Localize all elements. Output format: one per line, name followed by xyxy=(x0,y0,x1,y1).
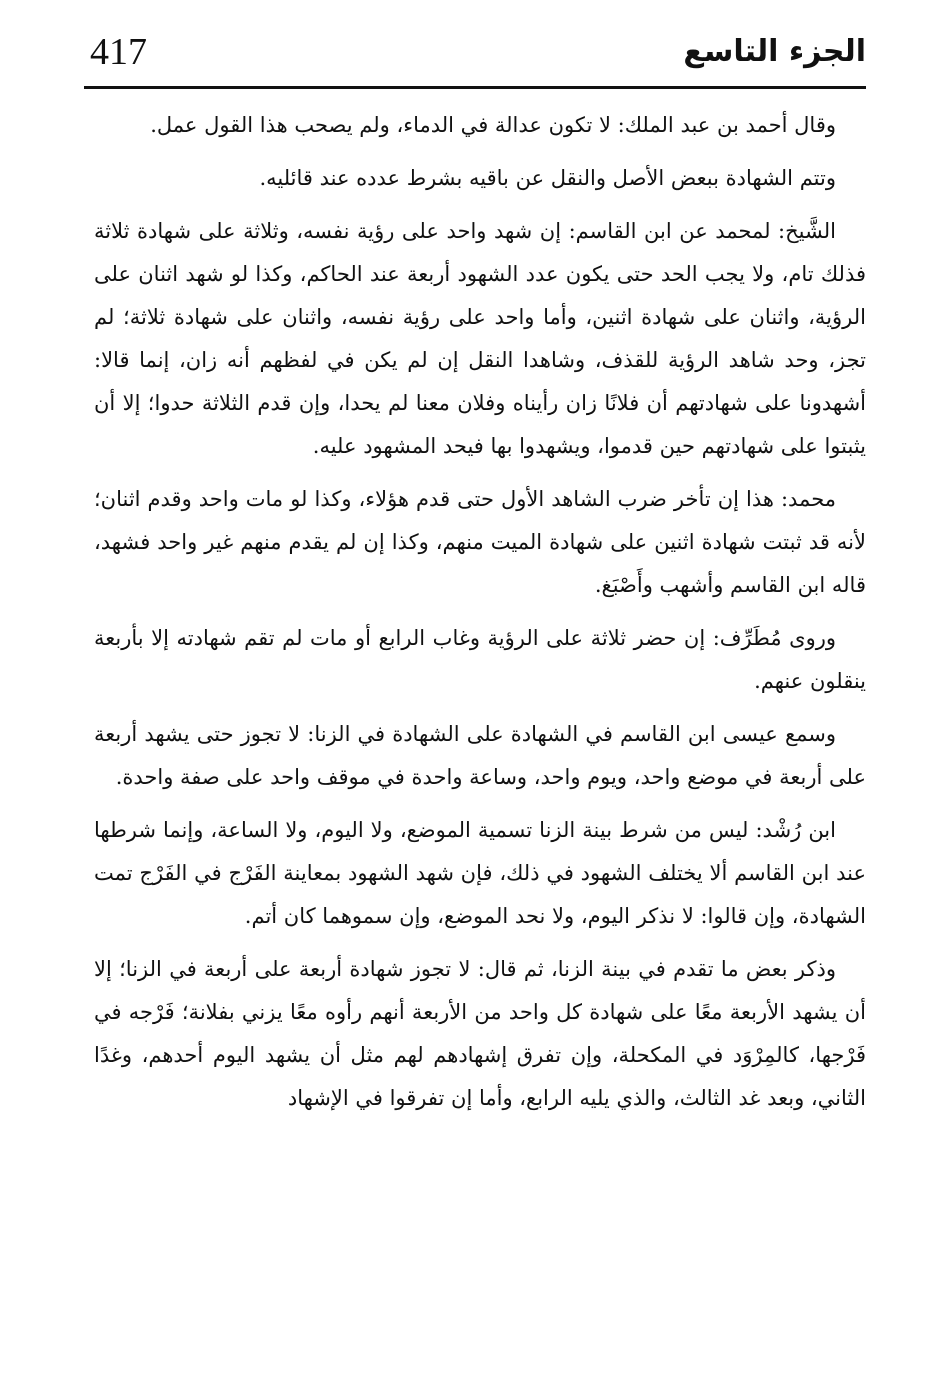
paragraph-testimony-transfer: وتتم الشهادة ببعض الأصل والنقل عن باقيه بشرط عدده عند قائليه. xyxy=(259,166,836,190)
paragraph-zina-testimony: وذكر بعض ما تقدم في بينة الزنا، ثم قال: لا تجوز شهادة أربعة على أربعة في الزنا؛ إلا أن يشهد الأربعة معًا على شهادة كل واحد من الأربعة أنهم رأوه معًا يزني بفلانة؛ فَرْجه في فَرْجها، كالمِرْوَد في المكحلة، وإن تفرق إشهادهم لهم مثل أن يشهد اليوم أحدهم، وغدًا الثاني، وبعد غد الثالث، والذي يليه الرابع، وأما إن تفرقوا في الإشهاد xyxy=(94,957,866,1110)
paragraph-muhammad-comment: محمد: هذا إن تأخر ضرب الشاهد الأول حتى قدم هؤلاء، وكذا لو مات واحد وقدم اثنان؛ لأنه قد ثبتت شهادة اثنين على شهادة الميت منهم، وكذا إن لم يقدم منهم غير واحد فشهد، قاله ابن القاسم وأشهب وأَصْبَغ. xyxy=(94,487,866,597)
header-divider xyxy=(84,86,866,89)
page-number: 417 xyxy=(90,31,147,73)
page-body xyxy=(94,104,866,1130)
page-header xyxy=(84,28,866,84)
paragraph-ahmad-statement: وقال أحمد بن عبد الملك: لا تكون عدالة في الدماء، ولم يصحب هذا القول عمل. xyxy=(150,113,836,137)
paragraph-ibn-rushd: ابن رُشْد: ليس من شرط بينة الزنا تسمية الموضع، ولا اليوم، ولا الساعة، وإنما شرطها عند ابن القاسم ألا يختلف الشهود في ذلك، فإن شهد الشهود بمعاينة الفَرْج في الفَرْج تمت الشهادة، وإن قالوا: لا نذكر اليوم، ولا نحد الموضع، وإن سموهما كان أتم. xyxy=(94,818,866,928)
paragraph-isa-ibn-qasim: وسمع عيسى ابن القاسم في الشهادة على الشهادة في الزنا: لا تجوز حتى يشهد أربعة على أربعة في موضع واحد، ويوم واحد، وساعة واحدة في موقف واحد على صفة واحدة. xyxy=(94,722,866,789)
running-title: الجزء التاسع xyxy=(683,34,866,69)
paragraph-shaykh-ruling: الشَّيخ: لمحمد عن ابن القاسم: إن شهد واحد على رؤية نفسه، وثلاثة على شهادة ثلاثة فذلك تام، ولا يجب الحد حتى يكون عدد الشهود أربعة عند الحاكم، وكذا لو شهد اثنان على الرؤية، واثنان على شهادة اثنين، وأما واحد على رؤية نفسه، واثنان على شهادة ثلاثة؛ لم تجز، وحد شاهد الرؤية للقذف، وشاهدا النقل إن لم يكن في لفظهم أنه زان، إنما قالا: أشهدونا على شهادتهم أن فلانًا زان رأيناه وفلان معنا لم يحدا، وإن قدم الثلاثة حدوا؛ إلا أن يثبتوا على شهادتهم حين قدموا، ويشهدوا بها فيحد المشهود عليه. xyxy=(94,219,866,458)
paragraph-mutarrif-report: وروى مُطَرِّف: إن حضر ثلاثة على الرؤية وغاب الرابع أو مات لم تقم شهادته إلا بأربعة ينقلون عنهم. xyxy=(94,626,866,693)
